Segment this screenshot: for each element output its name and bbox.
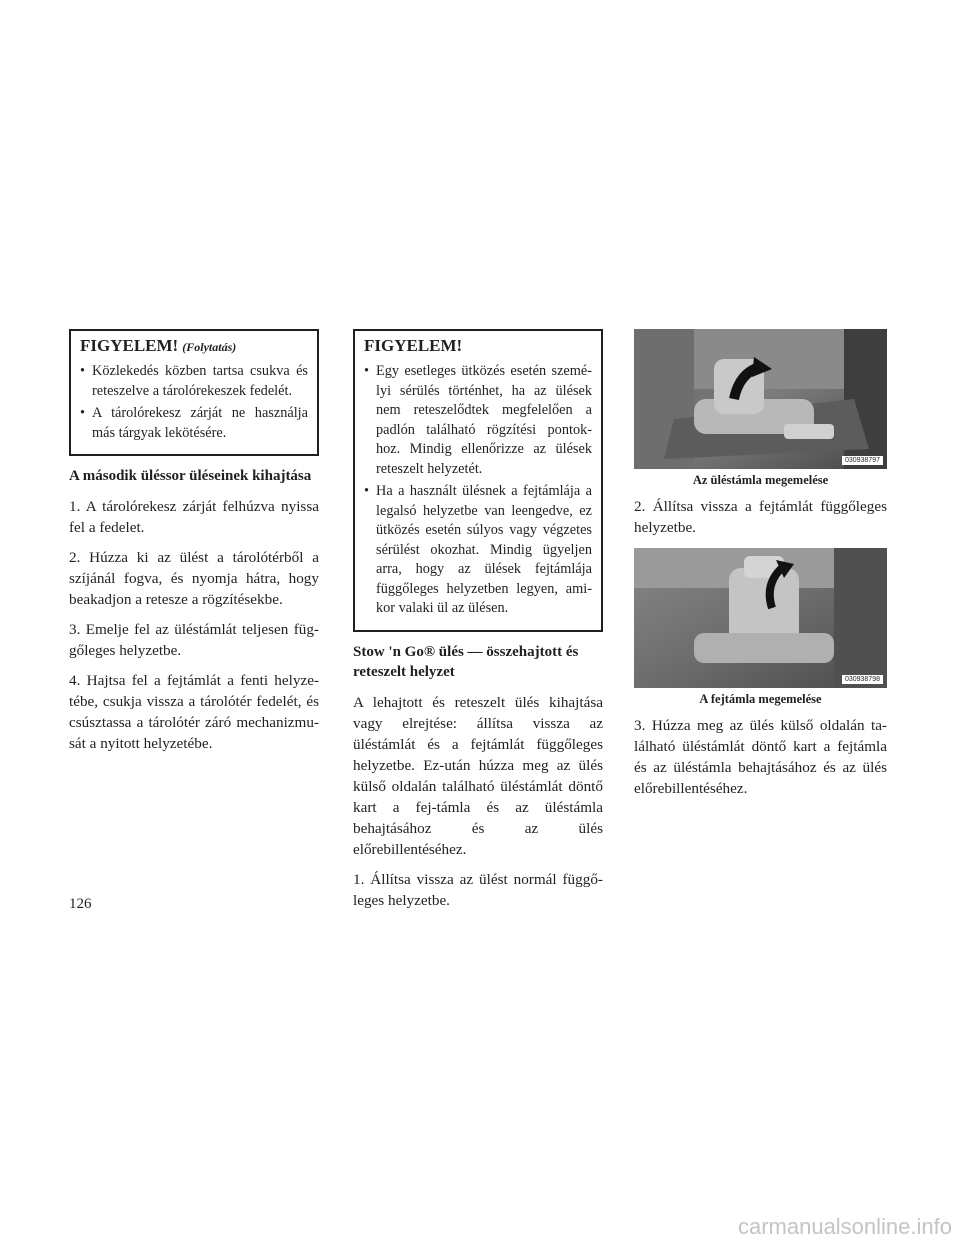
column-1 bbox=[69, 329, 319, 763]
warning-continued-label: (Folytatás) bbox=[182, 340, 237, 354]
step-paragraph: 2. Állítsa vissza a fejtámlát függőleges helyzetbe. bbox=[634, 498, 887, 536]
warning-title bbox=[80, 336, 308, 356]
step-paragraph: 3. Emelje fel az üléstámlát teljesen füg-gőleges helyzetbe. bbox=[69, 621, 319, 659]
seat-photo-graphic bbox=[634, 329, 887, 469]
warning-bullet: • Közlekedés közben tartsa csukva és reteszelve a tárolórekeszek fedelét. bbox=[80, 362, 308, 401]
warning-box-continued bbox=[69, 329, 319, 456]
figure-caption: A fejtámla megemelése bbox=[699, 692, 822, 706]
body-paragraph: A lehajtott és reteszelt ülés kihajtása vagy elrejtése: állítsa vissza az üléstámlát és a fejtámlát függőleges helyzetbe. Ez-után húzza meg az ülés külső oldalán található üléstámlát döntő kart a fej-támla és az üléstámla behajtásához és az ülés előrebillentéséhez. bbox=[353, 693, 603, 858]
warning-title: FIGYELEM! bbox=[364, 336, 463, 355]
step-paragraph: 4. Hajtsa fel a fejtámlát a fenti helyze-tébe, csukja vissza a tárolótér fedelét, és csúsztassa a tárolótér záró mechanizmu-sát a nyitott helyzetébe. bbox=[69, 672, 319, 752]
step-paragraph: 1. Állítsa vissza az ülést normál függő-leges helyzetbe. bbox=[353, 870, 603, 909]
warning-bullet: • Egy esetleges ütközés esetén szemé-lyi sérülés történhet, ha az ülések nem reteszelődtek megfelelően a padlón található rögzítési pontok-hoz. Mindig ellenőrizze az ülések reteszelt helyzetét. bbox=[364, 362, 592, 479]
section-title: A második üléssor üléseinek kihajtása bbox=[69, 468, 312, 484]
section-title: Stow 'n Go® ülés — összehajtott és reteszelt helyzet bbox=[353, 643, 579, 680]
warning-bullet: • A tárolórekesz zárját ne használja más tárgyak lekötésére. bbox=[80, 404, 308, 443]
column-3 bbox=[634, 329, 887, 808]
warning-bullet-list bbox=[364, 362, 592, 619]
page-number: 126 bbox=[69, 896, 92, 912]
watermark: carmanualsonline.info bbox=[737, 1214, 952, 1239]
figure-caption: Az üléstámla megemelése bbox=[692, 473, 829, 487]
step-paragraph: 3. Húzza meg az ülés külső oldalán ta-lálható üléstámlát döntő kart a fejtámla és az üléstámla behajtásához és az ülés előrebillentéséhez. bbox=[634, 717, 887, 797]
step-paragraph: 1. A tárolórekesz zárját felhúzva nyissa fel a fedelet. bbox=[69, 498, 319, 536]
seatback-raise-illustration bbox=[634, 329, 887, 469]
column-2 bbox=[353, 329, 603, 920]
step-paragraph: 2. Húzza ki az ülést a tárolótérből a szíjánál fogva, és nyomja hátra, hogy beakadjon a retesze a rögzítésekbe. bbox=[69, 549, 319, 608]
figure-code: 030938798 bbox=[842, 675, 883, 684]
warning-bullet: • Ha a használt ülésnek a fejtámlája a legalsó helyzetbe van leengedve, ez ütközés esetén súlyos vagy végzetes sérülést okozhat. Mindig ügyeljen arra, hogy az ülések fejtámlája függőleges helyzetben legyen, ami-kor valaki ül az ülésen. bbox=[364, 482, 592, 619]
headrest-raise-illustration bbox=[634, 548, 887, 688]
warning-box bbox=[353, 329, 603, 632]
figure-code: 030938797 bbox=[842, 456, 883, 465]
seat-photo-graphic bbox=[634, 548, 887, 688]
warning-title-text: FIGYELEM! bbox=[80, 336, 179, 355]
warning-bullet-list bbox=[80, 362, 308, 443]
